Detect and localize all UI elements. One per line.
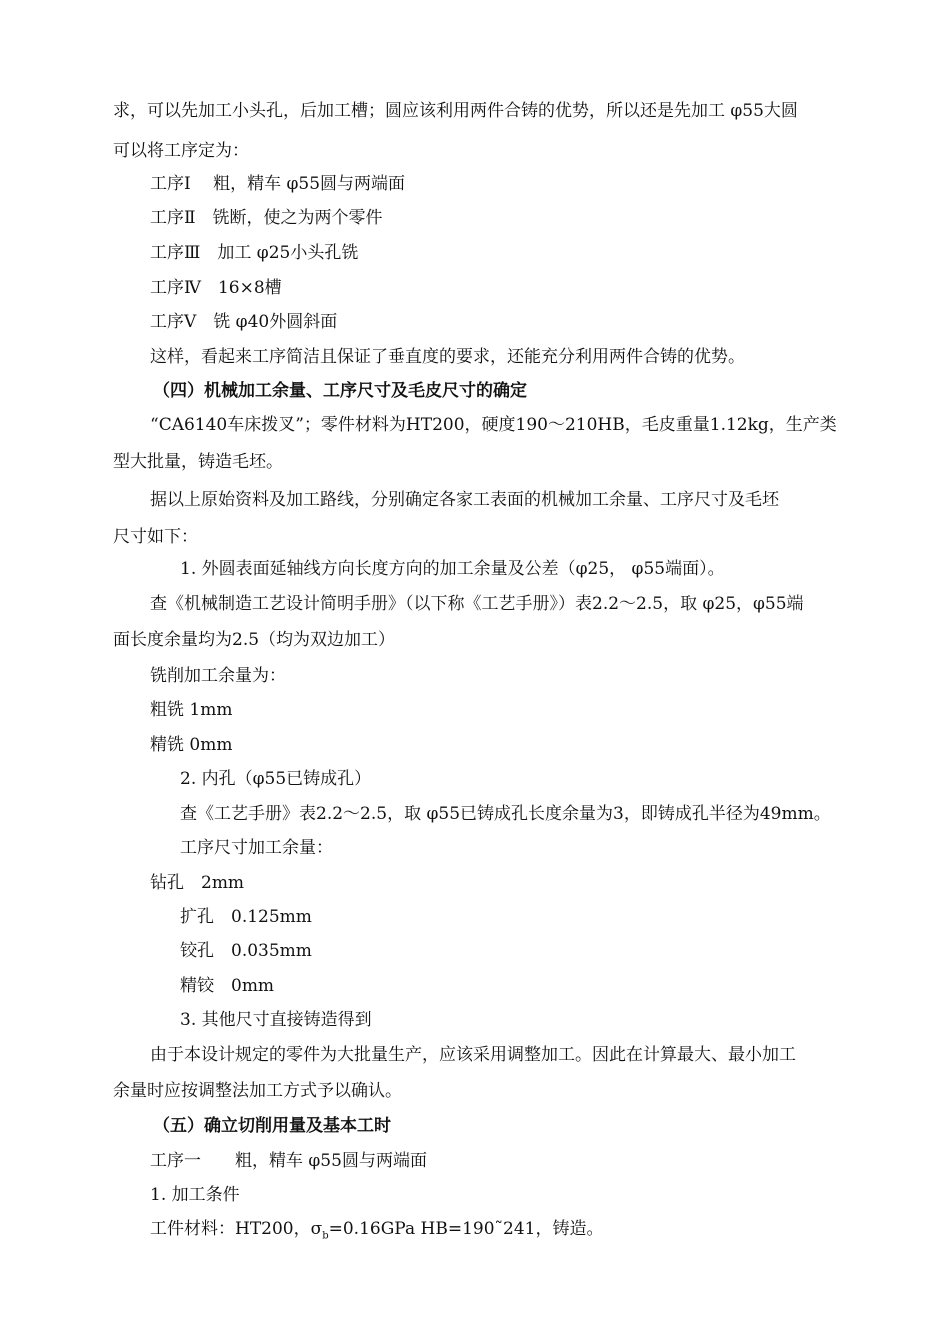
text-segment: 工件材料：HT200，σ	[150, 1219, 323, 1239]
list-item: 工序Ⅲ 加工 φ25小头孔铣	[150, 243, 359, 263]
text-line: “CA6140车床拨叉”；零件材料为HT200，硬度190～210HB，毛皮重量1.12kg，生产类	[150, 415, 837, 435]
numbered-item: 1. 加工条件	[150, 1185, 240, 1205]
list-item: 工序Ⅳ 16×8槽	[150, 278, 282, 298]
list-item: 工序Ⅰ 粗，精车 φ55圆与两端面	[150, 174, 406, 194]
text-line: 扩孔 0.125mm	[180, 907, 312, 927]
text-line: 精铰 0mm	[180, 976, 275, 996]
text-line: 可以将工序定为：	[113, 141, 249, 161]
text-line: 查《工艺手册》表2.2～2.5，取 φ55已铸成孔长度余量为3，即铸成孔半径为49mm。	[180, 804, 831, 824]
text-segment: =0.16GPa HB=190˜241，铸造。	[328, 1219, 604, 1239]
section-heading: （五）确立切削用量及基本工时	[153, 1116, 391, 1136]
text-line: 求，可以先加工小头孔，后加工槽；圆应该利用两件合铸的优势，所以还是先加工 φ55大圆	[113, 101, 798, 121]
text-line: 铰孔 0.035mm	[180, 941, 312, 961]
text-line: 由于本设计规定的零件为大批量生产，应该采用调整加工。因此在计算最大、最小加工	[150, 1045, 796, 1065]
text-line: 尺寸如下：	[113, 527, 198, 547]
text-line: 粗铣 1mm	[150, 700, 233, 720]
section-heading: （四）机械加工余量、工序尺寸及毛皮尺寸的确定	[153, 381, 527, 401]
text-line: 查《机械制造工艺设计简明手册》（以下称《工艺手册》）表2.2～2.5，取 φ25，φ55端	[150, 594, 804, 614]
text-line: 型大批量，铸造毛坯。	[113, 452, 283, 472]
text-line: 余量时应按调整法加工方式予以确认。	[113, 1081, 402, 1101]
text-line: 据以上原始资料及加工路线，分别确定各家工表面的机械加工余量、工序尺寸及毛坯	[150, 490, 779, 510]
text-line: 工序尺寸加工余量：	[180, 838, 333, 858]
text-line	[150, 1217, 603, 1248]
list-item: 工序Ⅴ 铣 φ40外圆斜面	[150, 312, 338, 332]
text-line: 精铣 0mm	[150, 735, 233, 755]
text-line: 钻孔 2mm	[150, 873, 245, 893]
text-line: 工序一 粗，精车 φ55圆与两端面	[150, 1151, 427, 1171]
text-line: 这样，看起来工序简洁且保证了垂直度的要求，还能充分利用两件合铸的优势。	[150, 347, 745, 367]
numbered-item: 2. 内孔（φ55已铸成孔）	[180, 769, 372, 789]
text-line: 铣削加工余量为：	[150, 666, 286, 686]
subscript: b	[322, 1230, 329, 1242]
list-item: 工序Ⅱ 铣断，使之为两个零件	[150, 208, 383, 228]
numbered-item: 3. 其他尺寸直接铸造得到	[180, 1010, 372, 1030]
numbered-item: 1. 外圆表面延轴线方向长度方向的加工余量及公差（φ25， φ55端面）。	[180, 559, 725, 579]
text-line: 面长度余量均为2.5（均为双边加工）	[113, 630, 396, 650]
